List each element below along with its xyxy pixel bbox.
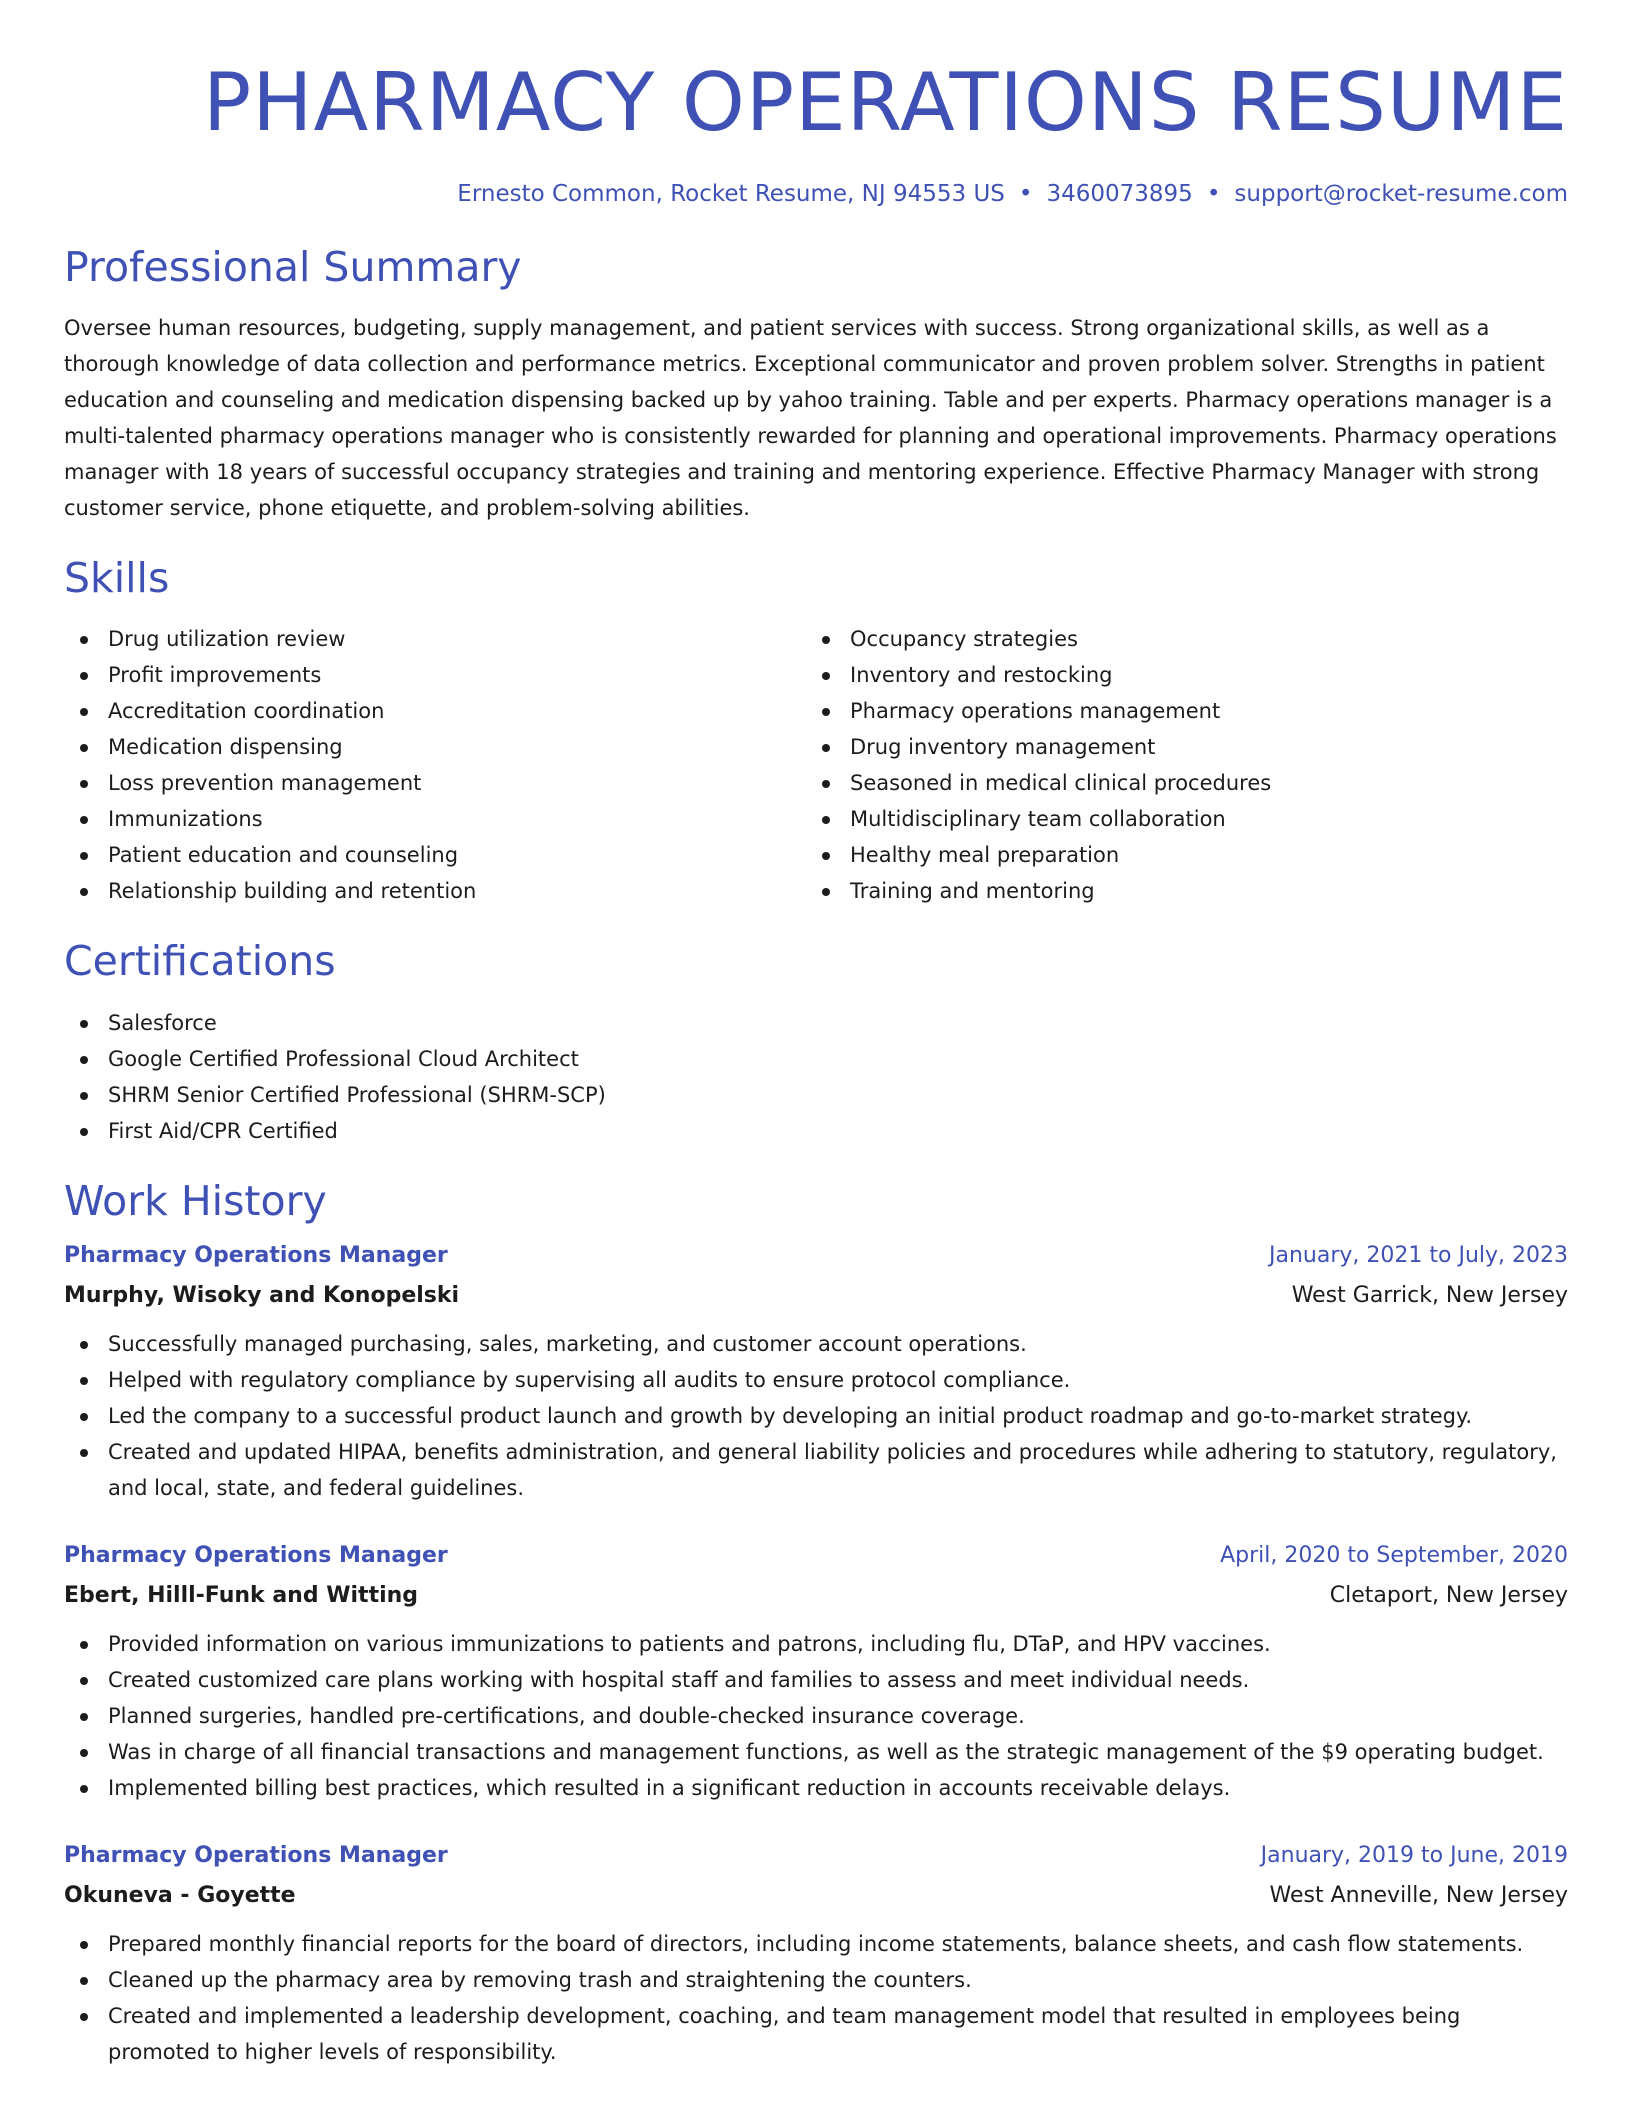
job-header-row — [64, 1836, 1568, 1876]
skill-item: Occupancy strategies — [806, 621, 1548, 657]
skill-item: Training and mentoring — [806, 873, 1548, 909]
job-location: West Garrick, New Jersey — [1291, 1282, 1568, 1308]
job-header-row — [64, 1236, 1568, 1276]
job-location: West Anneville, New Jersey — [1269, 1882, 1568, 1908]
job-company: Murphy, Wisoky and Konopelski — [64, 1282, 460, 1308]
job-bullet: Helped with regulatory compliance by supervising all audits to ensure protocol compliance. — [64, 1362, 1568, 1398]
job-bullet: Successfully managed purchasing, sales, marketing, and customer account operations. — [64, 1326, 1568, 1362]
job-location: Cletaport, New Jersey — [1329, 1582, 1568, 1608]
skill-item: Relationship building and retention — [64, 873, 806, 909]
certification-item: SHRM Senior Certified Professional (SHRM-SCP) — [64, 1077, 1568, 1113]
job-dates: January, 2021 to July, 2023 — [1269, 1242, 1568, 1268]
resume-page — [64, 0, 1568, 2070]
work-history-heading: Work History — [64, 1176, 327, 1225]
job-bullet: Created and updated HIPAA, benefits administration, and general liability policies and procedures while adhering to statutory, regulatory, and local, state, and federal guidelines. — [64, 1434, 1568, 1506]
skill-item: Drug inventory management — [806, 729, 1548, 765]
skill-item: Loss prevention management — [64, 765, 806, 801]
certification-item: First Aid/CPR Certified — [64, 1113, 1568, 1149]
skill-item: Medication dispensing — [64, 729, 806, 765]
resume-title: PHARMACY OPERATIONS RESUME — [203, 56, 1568, 149]
job-bullet: Prepared monthly financial reports for the board of directors, including income statements, balance sheets, and cash flow statements. — [64, 1926, 1568, 1962]
summary-heading: Professional Summary — [64, 243, 522, 291]
skill-item: Patient education and counseling — [64, 837, 806, 873]
certification-item: Salesforce — [64, 1005, 1568, 1041]
certifications-heading: Certifications — [64, 937, 336, 986]
job-bullet-list — [64, 1326, 1568, 1506]
skill-item: Profit improvements — [64, 657, 806, 693]
skills-list-right — [806, 621, 1548, 909]
skill-item: Seasoned in medical clinical procedures — [806, 765, 1548, 801]
summary-text: Oversee human resources, budgeting, supply management, and patient services with success. Strong organizational skills, as well as a thorough knowledge of data collection and performance metrics. Exceptional communicator and proven problem solver. Strengths in patient education and counseling and medication dispensing backed up by yahoo training. Table and per experts. Pharmacy operations manager is a multi-talented pharmacy operations manager who is consistently rewarded for planning and operational improvements. Pharmacy operations manager with 18 years of successful occupancy strategies and training and mentoring experience. Effective Pharmacy Manager with strong customer service, phone etiquette, and problem-solving abilities. — [64, 316, 1557, 521]
job-bullet: Was in charge of all financial transactions and management functions, as well as the strategic management of the $9 operating budget. — [64, 1734, 1568, 1770]
job-entry — [64, 1536, 1568, 1806]
job-title: Pharmacy Operations Manager — [64, 1842, 448, 1868]
job-bullet: Provided information on various immunizations to patients and patrons, including flu, DTaP, and HPV vaccines. — [64, 1626, 1568, 1662]
job-bullet: Implemented billing best practices, which resulted in a significant reduction in accounts receivable delays. — [64, 1770, 1568, 1806]
job-bullet-list — [64, 1926, 1568, 2070]
job-header-row — [64, 1536, 1568, 1576]
job-title: Pharmacy Operations Manager — [64, 1242, 448, 1268]
skills-heading: Skills — [64, 554, 170, 603]
contact-line — [64, 181, 1568, 207]
job-company: Ebert, Hilll-Funk and Witting — [64, 1582, 419, 1608]
job-bullet: Created customized care plans working with hospital staff and families to assess and meet individual needs. — [64, 1662, 1568, 1698]
skill-item: Accreditation coordination — [64, 693, 806, 729]
job-company-row — [64, 1276, 1568, 1316]
job-dates: January, 2019 to June, 2019 — [1260, 1842, 1568, 1868]
skills-grid — [64, 621, 1568, 909]
job-company-row — [64, 1876, 1568, 1916]
skill-item: Multidisciplinary team collaboration — [806, 801, 1548, 837]
job-entry — [64, 1836, 1568, 2070]
certifications-list — [64, 1005, 1568, 1149]
job-bullet: Cleaned up the pharmacy area by removing trash and straightening the counters. — [64, 1962, 1568, 1998]
skill-item: Pharmacy operations management — [806, 693, 1548, 729]
contact-email[interactable]: support@rocket-resume.com — [1234, 181, 1568, 207]
skills-list-left — [64, 621, 806, 909]
contact-address: Ernesto Common, Rocket Resume, NJ 94553 US — [457, 181, 1005, 207]
job-bullet: Created and implemented a leadership development, coaching, and team management model that resulted in employees being promoted to higher levels of responsibility. — [64, 1998, 1568, 2070]
job-company-row — [64, 1576, 1568, 1616]
job-bullet-list — [64, 1626, 1568, 1806]
job-company: Okuneva - Goyette — [64, 1882, 296, 1908]
job-bullet: Led the company to a successful product launch and growth by developing an initial product roadmap and go-to-market strategy. — [64, 1398, 1568, 1434]
contact-separator: • — [1206, 181, 1221, 207]
job-title: Pharmacy Operations Manager — [64, 1542, 448, 1568]
certification-item: Google Certified Professional Cloud Architect — [64, 1041, 1568, 1077]
job-bullet: Planned surgeries, handled pre-certifications, and double-checked insurance coverage. — [64, 1698, 1568, 1734]
skill-item: Inventory and restocking — [806, 657, 1548, 693]
skill-item: Immunizations — [64, 801, 806, 837]
skill-item: Drug utilization review — [64, 621, 806, 657]
job-dates: April, 2020 to September, 2020 — [1220, 1542, 1568, 1568]
job-entry — [64, 1236, 1568, 1506]
contact-phone: 3460073895 — [1046, 181, 1193, 207]
contact-separator: • — [1018, 181, 1033, 207]
skill-item: Healthy meal preparation — [806, 837, 1548, 873]
